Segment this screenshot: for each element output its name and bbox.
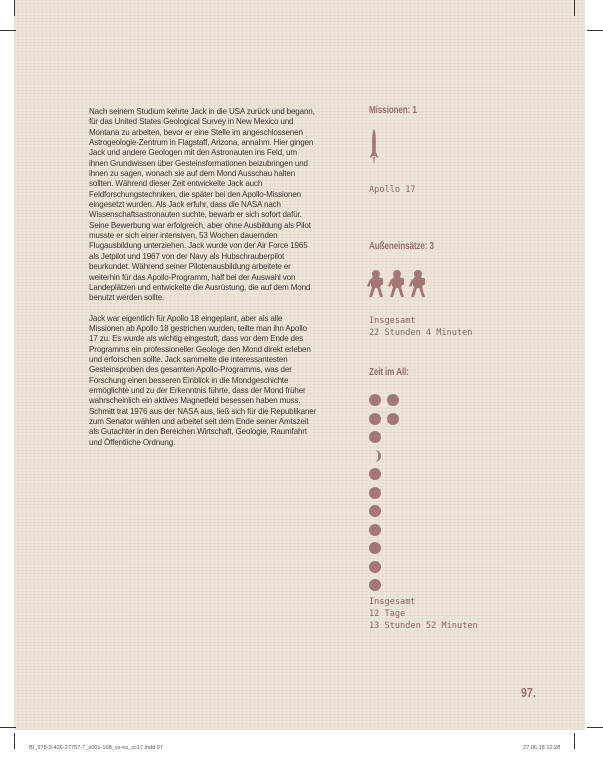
crop-mark-left-top [0, 30, 16, 31]
eva-title: Außeneinsätze: 3 [369, 240, 434, 252]
astronaut-icons [367, 269, 433, 299]
partial-day-dot [369, 450, 381, 462]
day-dot [369, 431, 381, 443]
print-slug-date: 27.06.18 12:28 [523, 745, 561, 751]
page-number: 97. [521, 685, 536, 700]
time-total-days: 12 Tage [369, 609, 406, 619]
day-dot [369, 394, 381, 406]
body-text [89, 107, 317, 458]
day-dot [369, 468, 381, 480]
body-paragraph-2: Jack war eigentlich für Apollo 18 eingeplant, aber als alle Missionen ab Apollo 18 gestrichen wurden, teilte man ihn Apollo 17 zu. Es wurde als wichtig eingestuft, dass vor dem Ende des Programms ein professioneller Geologe den Mond direkt erleben und erforschen sollte. Jack sammelte die interessantesten Gesteinsproben des gesamten Apollo-Programms, was der Forschung einen besseren Einblick in die Mondgeschichte ermöglichte und zu der Erkenntnis führte, dass der Mond früher wahrscheinlich ein aktives Magnetfeld besessen haben muss. Schmitt trat 1976 aus der NASA aus, ließ sich für die Republikaner zum Senator wählen und arbeitet seit dem Ende seiner Amtszeit als Gutachter in den Bereichen Wirtschaft, Geologie, Raumfahrt und Öffentliche Ordnung. [89, 313, 317, 447]
missions-title: Missionen: 1 [369, 104, 417, 116]
day-dot [387, 394, 399, 406]
day-dot [387, 413, 399, 425]
crop-mark-top-right [574, 0, 575, 16]
day-dot [369, 542, 381, 554]
crop-mark-top-left [14, 0, 15, 16]
astronaut-icon [409, 270, 425, 297]
eva-total-label: Insgesamt [369, 316, 416, 326]
time-in-space-title: Zeit im All: [369, 366, 409, 378]
day-dot [369, 487, 381, 499]
crop-mark-bottom-right [574, 733, 575, 749]
crop-mark-right-bottom [587, 727, 603, 728]
print-slug-file: BI_978-3-426-27757-7_s001-168_vs-ns_cc17.indd 97 [29, 745, 164, 751]
time-total-time: 13 Stunden 52 Minuten [369, 621, 478, 631]
time-total-label: Insgesamt [369, 597, 416, 607]
astronaut-icon [367, 270, 383, 297]
day-dot [369, 524, 381, 536]
mission-name: Apollo 17 [369, 185, 416, 195]
day-dot [369, 579, 381, 591]
day-dot [369, 413, 381, 425]
astronaut-icon [388, 270, 404, 297]
rocket-icon [367, 128, 381, 168]
day-dot [369, 561, 381, 573]
crop-mark-bottom-left [14, 733, 15, 749]
body-paragraph-1: Nach seinem Studium kehrte Jack in die USA zurück und begann, für das United States Geological Survey in New Mexico und Montana zu arbeiten, bevor er eine Stelle im angeschlossenen Astrogeologie-Zentrum in Flagstaff, Arizona, annahm. Hier gingen Jack und andere Geologen mit den Astronauten ins Feld, um ihnen Grundwissen über Gesteinsformationen beizubringen und ihnen zu sagen, wonach sie auf dem Mond Ausschau halten sollten. Während dieser Zeit entwickelte Jack auch Feldforschungstechniken, die später bei den Apollo-Missionen eingesetzt wurden. Als Jack erfuhr, dass die NASA nach Wissenschaftsastronauten suchte, bewarb er sich sofort dafür. Seine Bewerbung war erfolgreich, aber ohne Ausbildung als Pilot musste er sich einer intensiven, 53 Wochen dauernden Flugausbildung unterziehen. Jack wurde von der Air Force 1965 als Jetpilot und 1967 von der Navy als Hubschrauberpilot beurkundet. Während seiner Pilotenausbildung arbeitete er weiterhin für das Apollo-Programm, half bei der Auswahl von Landeplätzen und entwickelte die Ausrüstung, die auf dem Mond benutzt werden sollte. [89, 107, 315, 303]
crop-mark-right-top [587, 30, 603, 31]
day-dot [369, 505, 381, 517]
crop-mark-left-bottom [0, 727, 16, 728]
eva-total-value: 22 Stunden 4 Minuten [369, 328, 473, 338]
